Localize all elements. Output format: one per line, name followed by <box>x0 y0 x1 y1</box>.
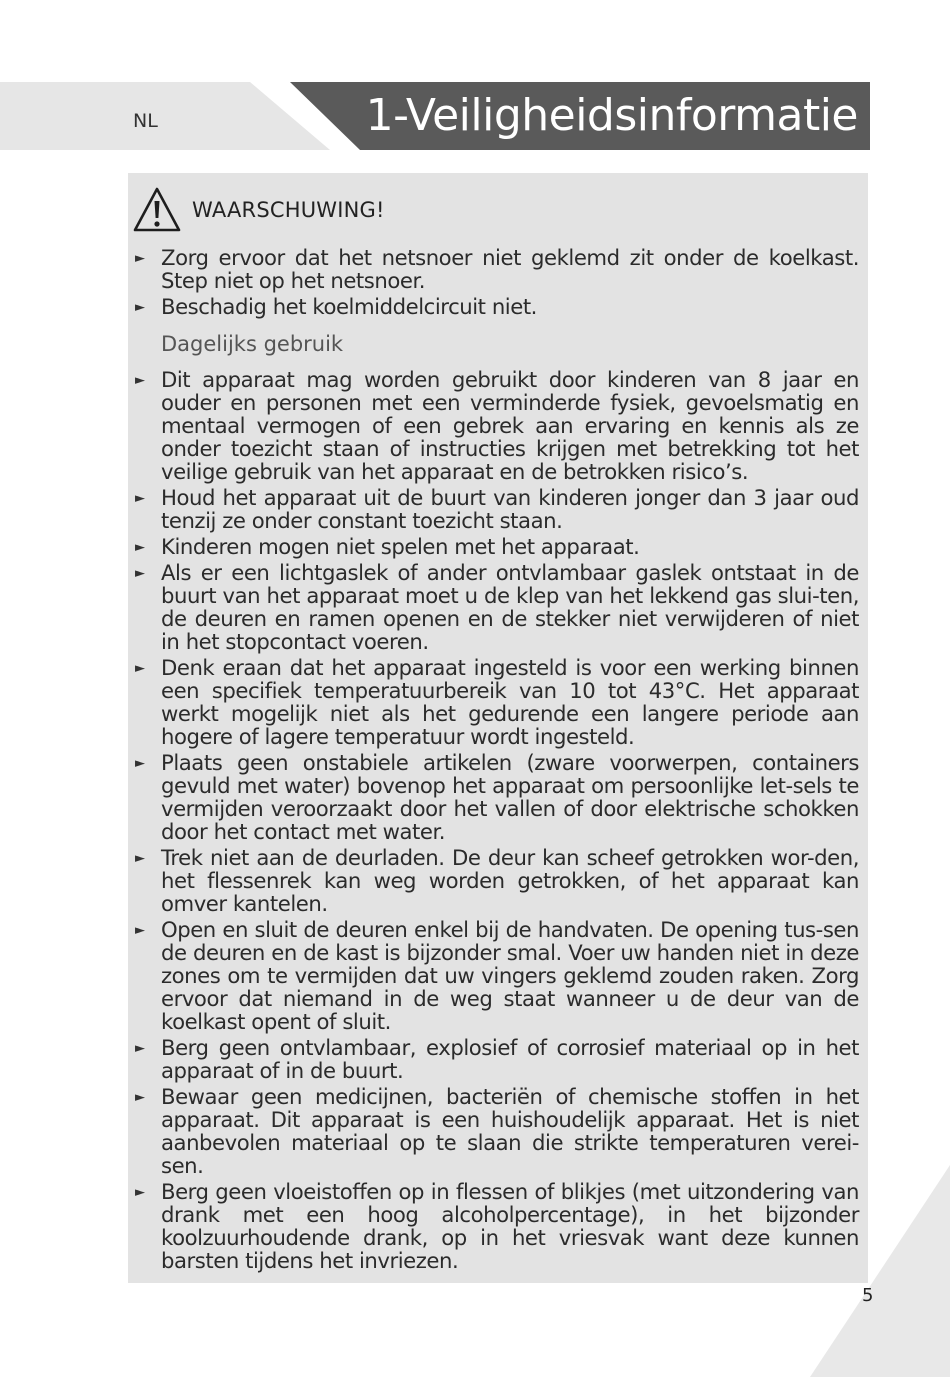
warning-triangle-icon <box>132 186 182 234</box>
bullet-arrow-icon: ► <box>135 373 145 388</box>
list-item-text: Plaats geen onstabiele artikelen (zware voorwerpen, containers gevuld met water) bovenop het apparaat om persoonlijke let-sels te vermijden veroorzaakt door het vallen of door elektrische schokken door het contact met water. <box>161 750 859 844</box>
list-item <box>133 751 859 843</box>
list-item <box>133 368 859 483</box>
warning-header <box>132 186 385 234</box>
list-item-text: Bewaar geen medicijnen, bacteriën of chemische stoffen in het apparaat. Dit apparaat is een huishoudelijk apparaat. Het is niet aanbevolen materiaal op te slaan die strikte temperaturen verei-sen. <box>161 1084 859 1178</box>
list-item-text: Houd het apparaat uit de buurt van kinderen jonger dan 3 jaar oud tenzij ze onder constant toezicht staan. <box>161 485 859 533</box>
list-item <box>133 535 859 558</box>
list-item <box>133 486 859 532</box>
bullet-arrow-icon: ► <box>135 1090 145 1105</box>
language-label: NL <box>133 110 158 132</box>
section-subheading: Dagelijks gebruik <box>161 332 344 356</box>
bullet-arrow-icon: ► <box>135 756 145 771</box>
list-item-text: Berg geen ontvlambaar, explosief of corrosief materiaal op in het apparaat of in de buurt. <box>161 1035 859 1083</box>
list-item-text: Kinderen mogen niet spelen met het apparaat. <box>161 534 640 559</box>
warning-label: WAARSCHUWING! <box>192 198 385 222</box>
page-number: 5 <box>862 1285 874 1306</box>
bullet-arrow-icon: ► <box>135 851 145 866</box>
list-item-text: Als er een lichtgaslek of ander ontvlambaar gaslek ontstaat in de buurt van het apparaat moet u de klep van het lekkend gas slui-ten, de deuren en ramen openen en de stekker niet verwijderen of niet in het stopcontact voeren. <box>161 560 859 654</box>
bullet-arrow-icon: ► <box>135 540 145 555</box>
bullet-arrow-icon: ► <box>135 491 145 506</box>
language-tab <box>0 82 330 150</box>
list-item <box>133 656 859 748</box>
bullet-arrow-icon: ► <box>135 566 145 581</box>
list-item <box>133 561 859 653</box>
list-item-text: Zorg ervoor dat het netsnoer niet geklemd zit onder de koelkast. Step niet op het netsnoer. <box>161 245 859 293</box>
bullet-arrow-icon: ► <box>135 1041 145 1056</box>
bullet-arrow-icon: ► <box>135 251 145 266</box>
bullet-arrow-icon: ► <box>135 661 145 676</box>
page-title: 1-Veiligheidsinformatie <box>365 90 858 141</box>
list-item <box>133 295 859 318</box>
list-item-text: Dit apparaat mag worden gebruikt door kinderen van 8 jaar en ouder en personen met een verminderde fysiek, gevoelsmatig en mentaal vermogen of een gebrek aan ervaring en kennis als ze onder toezicht staan of instructies krijgen met betrekking tot het veilige gebruik van het apparaat en de betrokken risico’s. <box>161 367 859 484</box>
list-item <box>133 1180 859 1272</box>
list-item-text: Trek niet aan de deurladen. De deur kan scheef getrokken wor-den, het flessenrek kan weg worden getrokken, of het apparaat kan omver kantelen. <box>161 845 859 916</box>
safety-list <box>133 246 859 1275</box>
bullet-arrow-icon: ► <box>135 923 145 938</box>
list-item <box>133 846 859 915</box>
list-item-text: Open en sluit de deuren enkel bij de handvaten. De opening tus-sen de deuren en de kast is bijzonder smal. Voer uw handen niet in deze zones om te vermijden dat uw vingers geklemd zouden raken. Zorg ervoor dat niemand in de weg staat wanneer u de deur van de koelkast opent of sluit. <box>161 917 859 1034</box>
list-item-text: Denk eraan dat het apparaat ingesteld is voor een werking binnen een specifiek temperatuurbereik van 10 tot 43°C. Het apparaat werkt mogelijk niet als het gedurende een langere periode aan hogere of lagere temperatuur wordt ingesteld. <box>161 655 859 749</box>
bullet-arrow-icon: ► <box>135 300 145 315</box>
bullet-arrow-icon: ► <box>135 1185 145 1200</box>
list-item <box>133 918 859 1033</box>
list-item <box>133 1085 859 1177</box>
list-item <box>133 1036 859 1082</box>
list-item-text: Berg geen vloeistoffen op in flessen of blikjes (met uitzondering van drank met een hoog alcoholpercentage), in het bijzonder koolzuurhoudende drank, op in het vriesvak want deze kunnen barsten tijdens het invriezen. <box>161 1179 859 1273</box>
list-item <box>133 246 859 292</box>
list-item-text: Beschadig het koelmiddelcircuit niet. <box>161 294 537 319</box>
